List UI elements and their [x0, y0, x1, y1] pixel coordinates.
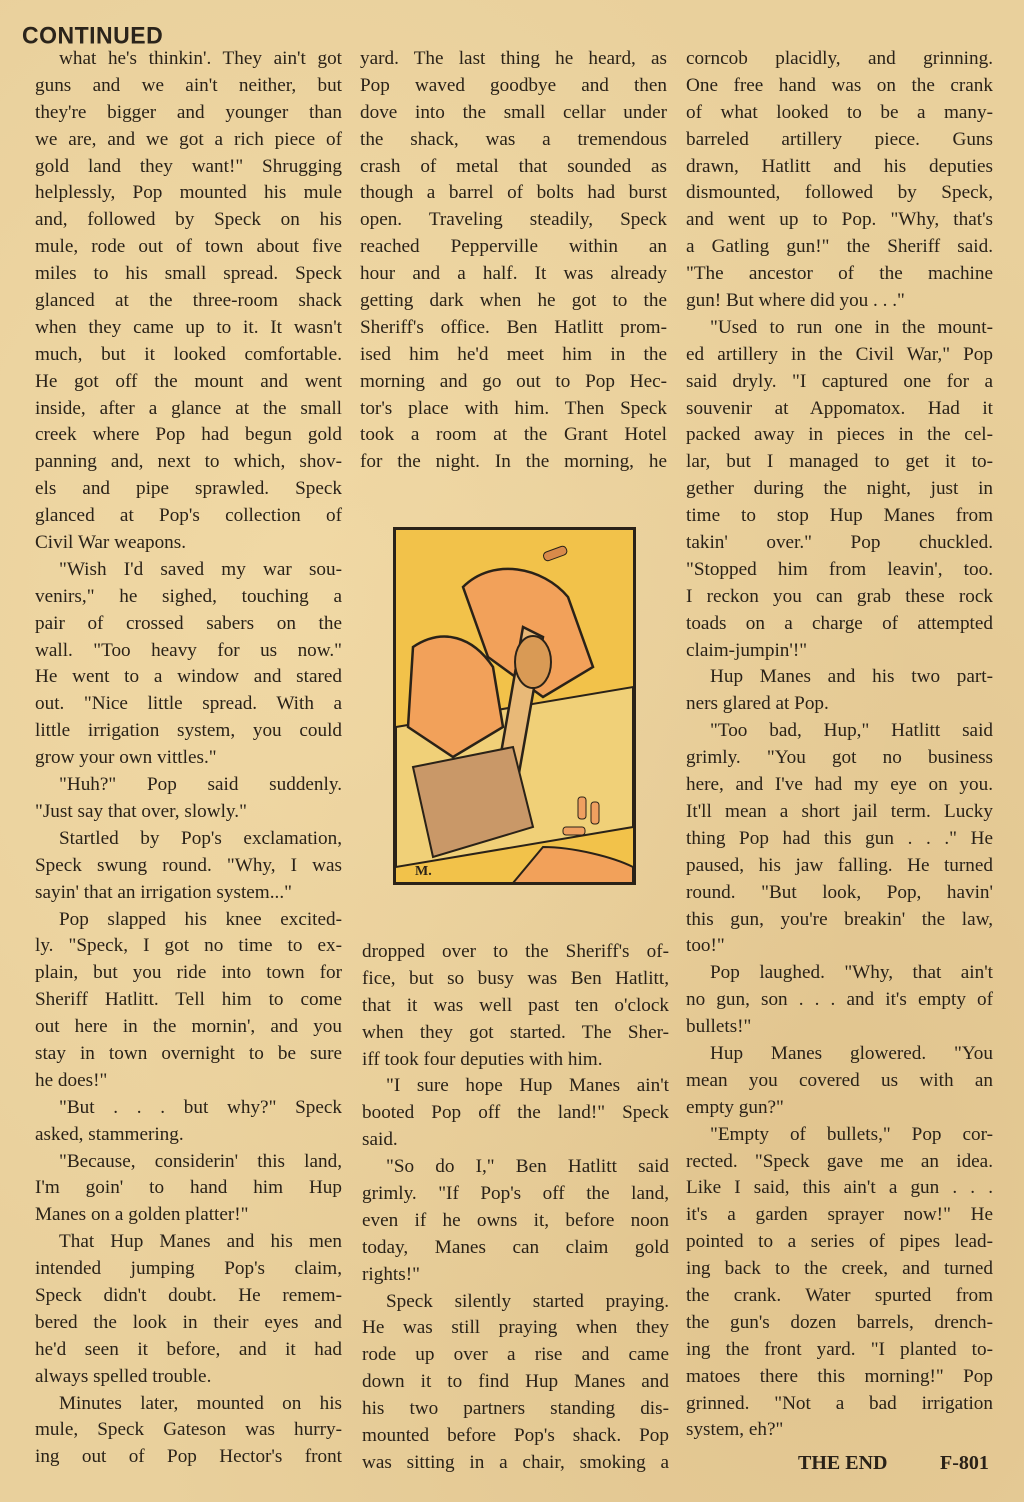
text-line: creek where Pop had begun gold — [35, 424, 342, 446]
paragraph — [360, 46, 667, 476]
text-column-2-bottom — [362, 939, 669, 1477]
text-line: corncob placidly, and grinning. — [686, 48, 993, 69]
text-line: pair of crossed sabers on the — [35, 612, 342, 634]
paragraph — [686, 1122, 993, 1445]
text-line: sayin' that an irrigation system..." — [35, 881, 292, 903]
text-line: "Used to run one in the mount- — [710, 316, 993, 338]
text-line: intended jumping Pop's claim, — [35, 1258, 342, 1280]
text-line: much, but it looked comfortable. — [35, 343, 342, 365]
text-line: grimly. "You got no business — [686, 747, 993, 769]
text-line: booted Pop off the land!" Speck — [362, 1102, 669, 1124]
text-line: he does!" — [35, 1069, 108, 1091]
text-line: toads on a charge of attempted — [686, 612, 993, 634]
text-line: dropped over to the Sheriff's of- — [362, 941, 669, 962]
text-line: ing out of Pop Hector's front — [35, 1446, 342, 1468]
text-line: out here in the mornin', and you — [35, 1016, 342, 1038]
text-line: mounted before Pop's shack. Pop — [362, 1425, 669, 1447]
text-line: inside, after a glance at the small — [35, 397, 342, 419]
text-line: too!" — [686, 935, 725, 957]
text-line: One free hand was on the crank — [686, 74, 993, 96]
paragraph — [686, 46, 993, 315]
text-line: "Because, considerin' this land, — [59, 1150, 342, 1172]
text-line: iff took four deputies with him. — [362, 1048, 603, 1070]
text-line: tor's place with him. Then Speck — [360, 397, 667, 419]
text-line: miles to his small spread. Speck — [35, 263, 342, 285]
text-line: though a barrel of bolts had burst — [360, 182, 667, 204]
text-line: reached Pepperville within an — [360, 236, 667, 258]
text-line: they're bigger and younger than — [35, 101, 342, 123]
text-line: Manes on a golden platter!" — [35, 1204, 249, 1226]
text-line: bered the look in their eyes and — [35, 1311, 342, 1333]
paragraph — [35, 557, 342, 772]
paragraph — [686, 315, 993, 665]
text-line: Speck silently started praying. — [386, 1290, 669, 1312]
text-line: this gun, you're breakin' the law, — [686, 908, 993, 930]
paragraph — [362, 939, 669, 1073]
text-line: "Just say that over, slowly." — [35, 800, 247, 822]
text-line: ing back to the creek, and turned — [686, 1258, 993, 1280]
text-line: ised him he'd meet him in the — [360, 343, 667, 365]
text-line: what he's thinkin'. They ain't got — [59, 48, 342, 69]
text-line: helplessly, Pop mounted his mule — [35, 182, 342, 204]
text-line: It'll mean a short jail term. Lucky — [686, 800, 993, 822]
text-line: ly. "Speck, I got no time to ex- — [35, 935, 342, 957]
text-line: and, followed by Speck on his — [35, 209, 342, 231]
text-line: gether during the night, just in — [686, 478, 993, 500]
text-line: rights!" — [362, 1263, 420, 1285]
text-line: when they came up to it. It wasn't — [35, 316, 342, 338]
text-line: little irrigation system, you could — [35, 720, 342, 742]
text-line: Pop waved goodbye and then — [360, 74, 667, 96]
text-line: mean you covered us with an — [686, 1069, 993, 1091]
text-line: the gun's dozen barrels, drench- — [686, 1311, 993, 1333]
text-line: here, and I've had my eye on you. — [686, 774, 993, 796]
paragraph — [686, 960, 993, 1041]
text-line: out. "Nice little spread. With a — [35, 693, 342, 715]
text-line: Speck didn't doubt. He remem- — [35, 1284, 342, 1306]
paragraph — [35, 1149, 342, 1230]
text-line: plain, but you ride into town for — [35, 962, 342, 984]
text-line: morning and go out to Pop Hec- — [360, 370, 667, 392]
paragraph — [362, 1073, 669, 1154]
text-line: Speck swung round. "Why, I was — [35, 854, 342, 876]
text-line: grimly. "If Pop's off the land, — [362, 1183, 669, 1205]
text-line: for the night. In the morning, he — [360, 451, 667, 473]
the-end-label: THE END — [798, 1452, 888, 1474]
text-line: asked, stammering. — [35, 1123, 184, 1145]
text-line: we are, and we got a rich piece of — [35, 128, 342, 150]
text-line: packed away in pieces in the cel- — [686, 424, 993, 446]
text-line: Startled by Pop's exclamation, — [59, 827, 342, 849]
text-line: crash of metal that sounded as — [360, 155, 667, 177]
text-line: He went to a window and stared — [35, 666, 342, 688]
page-code: F-801 — [940, 1452, 989, 1474]
illustration-revolver — [393, 527, 636, 885]
text-line: today, Manes can claim gold — [362, 1236, 669, 1258]
text-line: "Stopped him from leavin', too. — [686, 558, 993, 580]
text-line: "The ancestor of the machine — [686, 263, 993, 285]
text-line: glanced at Pop's collection of — [35, 505, 342, 527]
text-line: wall. "Too heavy for us now." — [35, 639, 342, 661]
text-line: pointed to a series of pipes lead- — [686, 1231, 993, 1253]
text-line: Civil War weapons. — [35, 532, 187, 554]
text-line: and went up to Pop. "Why, that's — [686, 209, 993, 231]
text-line: hour and a half. It was already — [360, 263, 667, 285]
text-line: stay in town overnight to be sure — [35, 1042, 342, 1064]
text-line: "Wish I'd saved my war sou- — [59, 558, 342, 580]
text-line: the shack, was a tremendous — [360, 128, 667, 150]
text-line: Hup Manes glowered. "You — [710, 1042, 993, 1064]
text-line: time to stop Hup Manes from — [686, 505, 993, 527]
text-line: I'm goin' to hand him Hup — [35, 1177, 342, 1199]
paragraph — [35, 1095, 342, 1149]
paragraph — [35, 826, 342, 907]
text-line: Minutes later, mounted on his — [59, 1392, 342, 1414]
text-line: That Hup Manes and his men — [59, 1231, 342, 1253]
continued-header: CONTINUED — [22, 21, 164, 49]
paragraph — [35, 772, 342, 826]
text-line: "But . . . but why?" Speck — [59, 1096, 342, 1118]
text-line: ners glared at Pop. — [686, 693, 829, 715]
text-line: fice, but so busy was Ben Hatlitt, — [362, 967, 669, 989]
text-line: barreled artillery piece. Guns — [686, 128, 993, 150]
text-line: a Gatling gun!" the Sheriff said. — [686, 236, 993, 258]
text-line: of what looked to be a many- — [686, 101, 993, 123]
text-line: panning and, next to which, shov- — [35, 451, 342, 473]
text-line: els and pipe sprawled. Speck — [35, 478, 342, 500]
paragraph — [362, 1289, 669, 1477]
text-line: open. Traveling steadily, Speck — [360, 209, 667, 231]
text-line: rode up over a rise and came — [362, 1344, 669, 1366]
text-line: matoes there this morning!" Pop — [686, 1365, 993, 1387]
text-line: the crank. Water spurted from — [686, 1284, 993, 1306]
text-line: down it to find Hup Manes and — [362, 1371, 669, 1393]
text-line: He was still praying when they — [362, 1317, 669, 1339]
text-line: Sheriff's office. Ben Hatlitt prom- — [360, 316, 667, 338]
text-column-3 — [686, 46, 993, 1444]
paragraph — [686, 718, 993, 960]
text-line: bullets!" — [686, 1016, 752, 1038]
text-line: lar, but I managed to get it to- — [686, 451, 993, 473]
text-line: guns and we ain't neither, but — [35, 74, 342, 96]
text-line: thing Pop had this gun . . ." He — [686, 827, 993, 849]
text-line: it's a garden sprayer now!" He — [686, 1204, 993, 1226]
text-line: grinned. "Not a bad irrigation — [686, 1392, 993, 1414]
text-line: empty gun?" — [686, 1096, 784, 1118]
text-line: said. — [362, 1129, 398, 1151]
text-line: glanced at the three-room shack — [35, 290, 342, 312]
text-line: that it was well past ten o'clock — [362, 994, 669, 1016]
text-line: "Too bad, Hup," Hatlitt said — [710, 720, 993, 742]
artist-signature: M. — [415, 864, 432, 879]
text-line: mule, rode out of town about five — [35, 236, 342, 258]
text-line: "Huh?" Pop said suddenly. — [59, 774, 342, 796]
text-line: dove into the small cellar under — [360, 101, 667, 123]
paragraph — [35, 1391, 342, 1472]
text-line: souvenir at Appomatox. Had it — [686, 397, 993, 419]
text-line: was sitting in a chair, smoking a — [362, 1451, 669, 1473]
text-line: ing the front yard. "I planted to- — [686, 1338, 993, 1360]
text-line: even if he owns it, before noon — [362, 1209, 669, 1231]
text-line: took a room at the Grant Hotel — [360, 424, 667, 446]
text-line: takin' over." Pop chuckled. — [686, 532, 993, 554]
text-line: Like I said, this ain't a gun . . . — [686, 1177, 993, 1199]
text-line: I reckon you can grab these rock — [686, 585, 993, 607]
text-line: his two partners standing dis- — [362, 1398, 669, 1420]
text-column-2-top — [360, 46, 667, 476]
text-line: He got off the mount and went — [35, 370, 342, 392]
text-line: grow your own vittles." — [35, 747, 217, 769]
text-line: Pop slapped his knee excited- — [59, 908, 342, 930]
paragraph — [362, 1154, 669, 1288]
paragraph — [686, 664, 993, 718]
text-line: he'd seen it before, and it had — [35, 1338, 342, 1360]
text-line: always spelled trouble. — [35, 1365, 212, 1387]
text-line: claim-jumpin'!" — [686, 639, 808, 661]
text-line: system, eh?" — [686, 1419, 784, 1441]
text-line: drawn, Hatlitt and his deputies — [686, 155, 993, 177]
revolver-illustration-image — [393, 527, 636, 885]
text-line: no gun, son . . . and it's empty of — [686, 989, 993, 1011]
text-line: "So do I," Ben Hatlitt said — [386, 1156, 669, 1178]
text-line: Hup Manes and his two part- — [710, 666, 993, 688]
text-line: gun! But where did you . . ." — [686, 290, 905, 312]
paragraph — [35, 46, 342, 557]
paragraph — [35, 907, 342, 1095]
text-line: paused, his jaw falling. He turned — [686, 854, 993, 876]
text-line: getting dark when he got to the — [360, 290, 667, 312]
text-line: ed artillery in the Civil War," Pop — [686, 343, 993, 365]
text-line: "Empty of bullets," Pop cor- — [710, 1123, 993, 1145]
text-line: dismounted, followed by Speck, — [686, 182, 993, 204]
text-line: "I sure hope Hup Manes ain't — [386, 1075, 669, 1097]
text-line: when they got started. The Sher- — [362, 1021, 669, 1043]
text-line: Sheriff Hatlitt. Tell him to come — [35, 989, 342, 1011]
text-line: gold land they want!" Shrugging — [35, 155, 342, 177]
text-column-1 — [35, 46, 342, 1471]
text-line: Pop laughed. "Why, that ain't — [710, 962, 993, 984]
text-line: said dryly. "I captured one for a — [686, 370, 993, 392]
text-line: yard. The last thing he heard, as — [360, 48, 667, 69]
text-line: venirs," he sighed, touching a — [35, 585, 342, 607]
paragraph — [35, 1229, 342, 1390]
text-line: rected. "Speck gave me an idea. — [686, 1150, 993, 1172]
text-line: mule, Speck Gateson was hurry- — [35, 1419, 342, 1441]
text-line: round. "But look, Pop, havin' — [686, 881, 993, 903]
paragraph — [686, 1041, 993, 1122]
